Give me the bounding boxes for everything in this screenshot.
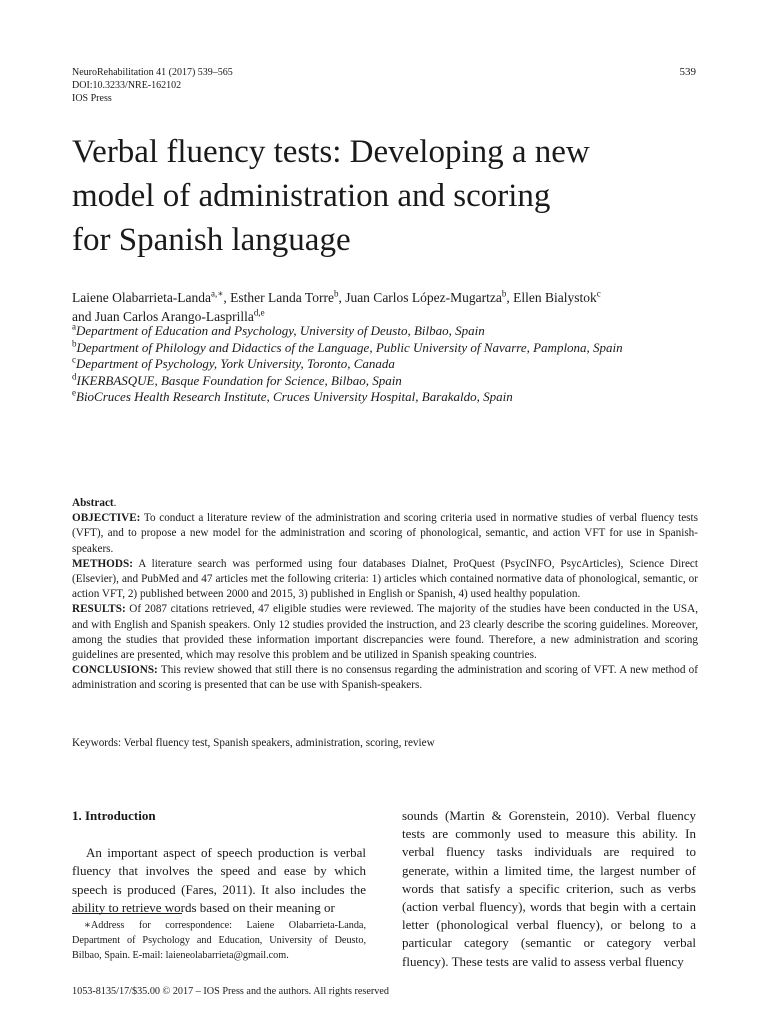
affiliation: $^c$Department of Psychology, York University, Toronto, Canada — [72, 354, 395, 371]
affiliation: $^b$Department of Philology and Didactics of the Language, Public University of Navarre, Pamplona, Spain — [72, 338, 623, 355]
correspondence-footnote: ∗Address for correspondence: Laiene Olabarrieta-Landa, Department of Psychology and Education, University of Deusto, Bilbao, Spain. E-mail: laieneolabarrieta@gmail.com. — [72, 920, 366, 961]
abstract-heading: Abstract. — [72, 497, 117, 509]
author-name: Ellen Bialystok — [513, 290, 597, 305]
journal-publisher: IOS Press — [72, 93, 112, 104]
title-line: model of administration and scoring — [72, 178, 551, 214]
footnote-divider — [72, 913, 182, 914]
abstract-methods: METHODS: A literature search was performed using four databases Dialnet, ProQuest (PsycINFO, PsycArticles), Science Direct (Elsevier), and PubMed and 47 articles met the following criteria: 1) articles which contained normative data of phonological, semantic, or action VFT, 2) published between 2000 and 2015, 3) published in English or Spanish, 4) used healthy population. — [72, 557, 698, 601]
author-affiliation-marker: b — [501, 288, 507, 299]
author-name: Laiene Olabarrieta-Landa — [72, 290, 212, 305]
abstract-conclusions: CONCLUSIONS: This review showed that still there is no consensus regarding the administration and scoring of VFT. A new method of administration and scoring is presented that can be use with Spanish-speakers. — [72, 664, 698, 692]
author-affiliation-marker: c — [596, 288, 601, 299]
section-heading: 1. Introduction — [72, 808, 156, 823]
body-paragraph: An important aspect of speech production is verbal fluency that involves the speed and ease by which speech is produced (Fares, 2011). It also includes the ability to retrieve words based on their meaning or — [72, 845, 366, 915]
left-column — [72, 807, 366, 917]
author-affiliation-marker: d,e — [253, 307, 265, 318]
journal-info — [72, 66, 233, 105]
keywords: Keywords: Verbal fluency test, Spanish speakers, administration, scoring, review — [72, 737, 435, 749]
body-paragraph: sounds (Martin & Gorenstein, 2010). Verbal fluency tests are commonly used to measure this ability. In verbal fluency tasks individuals are required to generate, within a limited time, the largest number of words that satisfy a specific criterion, such as verbs (action verbal fluency), words that begin with a certain letter (phonological verbal fluency), or belong to a particular category (semantic or category verbal fluency). These tests are valid to assess verbal fluency — [402, 808, 696, 969]
journal-doi: DOI:10.3233/NRE-162102 — [72, 80, 182, 91]
author-name: Esther Landa Torre — [230, 290, 334, 305]
title-line: for Spanish language — [72, 222, 351, 258]
author-name: Juan Carlos López-Mugartza — [345, 290, 502, 305]
affiliation: $^d$IKERBASQUE, Basque Foundation for Science, Bilbao, Spain — [72, 371, 402, 388]
affiliation: $^e$BioCruces Health Research Institute, Cruces University Hospital, Barakaldo, Spain — [72, 387, 513, 404]
author-list: Laiene Olabarrieta-Landa$^{a,∗}$, Esther Landa Torre$^b$, Juan Carlos López-Mugartza$^b$, Ellen Bialystok$^c$ and Juan Carlos Arango-Lasprilla$^{d,e}$ — [72, 288, 601, 324]
author-name: and Juan Carlos Arango-Lasprilla — [72, 309, 254, 324]
author-affiliation-marker: a,∗ — [211, 288, 224, 299]
article-title — [72, 130, 692, 262]
right-column — [402, 807, 696, 971]
author-affiliation-marker: b — [333, 288, 339, 299]
affiliation-list — [72, 323, 712, 406]
title-line: Verbal fluency tests: Developing a new — [72, 134, 590, 170]
abstract — [72, 496, 698, 694]
abstract-results: RESULTS: Of 2087 citations retrieved, 47 eligible studies were reviewed. The majority of the studies have been conducted in the USA, and with English and Spanish speakers. Only 12 studies provided the instruction, and 23 clearly describe the scoring guidelines. Moreover, among the studies that provided these information important discrepancies were found. Therefore, a new administration and scoring guidelines are presented, which may resolve this problem and be utilized in Spanish speaking countries. — [72, 603, 698, 662]
page-number: 539 — [679, 66, 696, 78]
journal-citation: NeuroRehabilitation 41 (2017) 539–565 — [72, 67, 233, 78]
copyright-notice: 1053-8135/17/$35.00 © 2017 – IOS Press and the authors. All rights reserved — [72, 986, 390, 997]
affiliation: $^a$Department of Education and Psychology, University of Deusto, Bilbao, Spain — [72, 321, 485, 338]
abstract-objective: OBJECTIVE: To conduct a literature review of the administration and scoring criteria used in normative studies of verbal fluency tests (VFT), and to propose a new model for the administration and scoring of phonological, semantic, and action VFT for use in Spanish-speakers. — [72, 512, 698, 555]
